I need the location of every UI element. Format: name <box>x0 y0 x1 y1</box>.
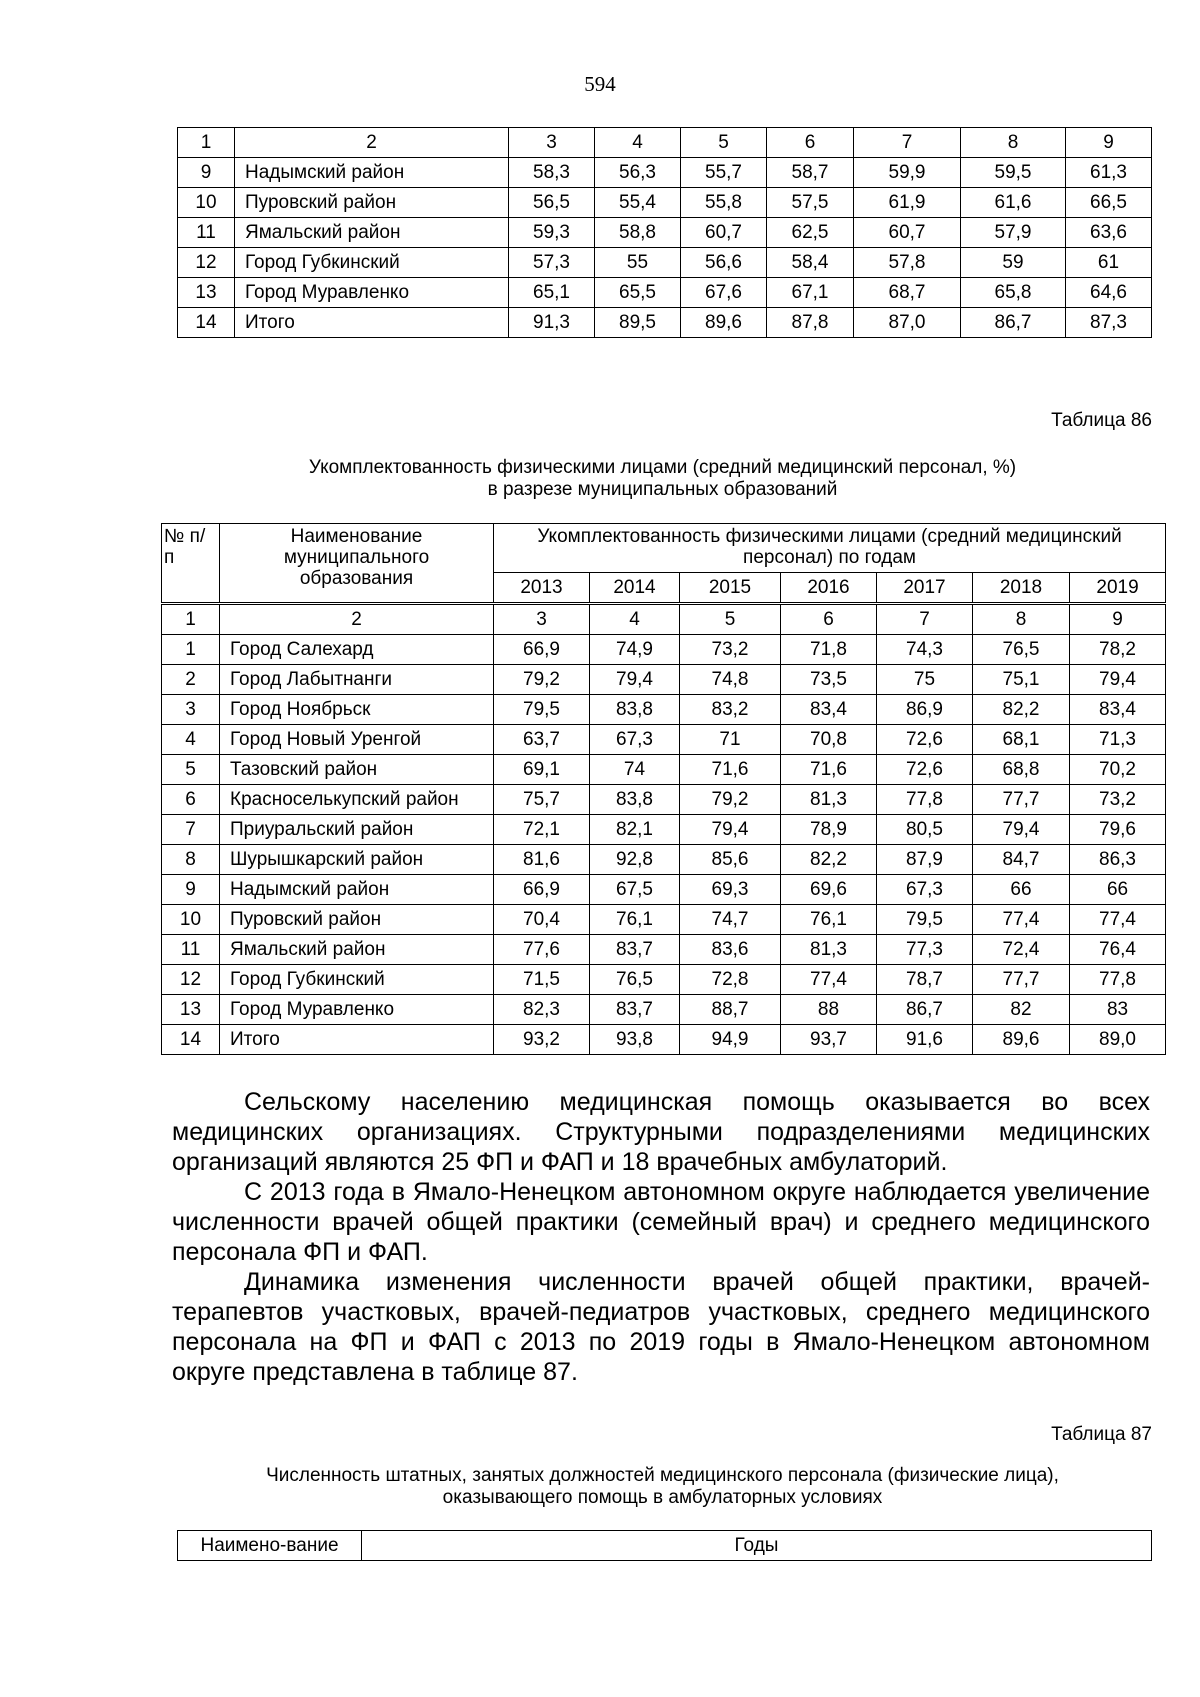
column-number: 6 <box>767 128 854 158</box>
value-cell: 88 <box>781 995 877 1025</box>
value-cell: 79,6 <box>1070 815 1166 845</box>
table-row <box>162 755 1166 785</box>
value-cell: 75 <box>877 665 973 695</box>
row-number: 10 <box>162 905 220 935</box>
value-cell: 92,8 <box>590 845 680 875</box>
value-cell: 76,5 <box>973 635 1070 665</box>
municipality-name: Шурышкарский район <box>220 845 494 875</box>
table-row <box>162 695 1166 725</box>
value-cell: 66,9 <box>494 875 590 905</box>
value-cell: 93,2 <box>494 1025 590 1055</box>
municipality-name: Надымский район <box>235 158 509 188</box>
page-number: 594 <box>584 72 616 96</box>
value-cell: 86,3 <box>1070 845 1166 875</box>
value-cell: 66,5 <box>1066 188 1152 218</box>
column-number: 4 <box>590 604 680 635</box>
row-number: 2 <box>162 665 220 695</box>
value-cell: 71 <box>680 725 781 755</box>
value-cell: 82,2 <box>973 695 1070 725</box>
table-row <box>162 965 1166 995</box>
value-cell: 61,6 <box>961 188 1066 218</box>
row-number: 13 <box>178 278 235 308</box>
value-cell: 67,1 <box>767 278 854 308</box>
municipality-name: Город Лабытнанги <box>220 665 494 695</box>
value-cell: 79,4 <box>973 815 1070 845</box>
value-cell: 93,8 <box>590 1025 680 1055</box>
table-row <box>162 905 1166 935</box>
value-cell: 68,7 <box>854 278 961 308</box>
municipality-name: Итого <box>220 1025 494 1055</box>
table-row <box>162 1025 1166 1055</box>
column-header-name: Наименование муниципального образования <box>220 524 494 604</box>
value-cell: 76,5 <box>590 965 680 995</box>
column-number: 2 <box>220 604 494 635</box>
value-cell: 59,3 <box>509 218 595 248</box>
column-number: 3 <box>494 604 590 635</box>
value-cell: 69,6 <box>781 875 877 905</box>
value-cell: 77,4 <box>1070 905 1166 935</box>
municipality-name: Надымский район <box>220 875 494 905</box>
municipality-name: Город Ноябрьск <box>220 695 494 725</box>
value-cell: 79,2 <box>494 665 590 695</box>
column-numbering-row <box>162 604 1166 635</box>
municipality-name: Город Губкинский <box>220 965 494 995</box>
table-row <box>162 785 1166 815</box>
table-row <box>162 935 1166 965</box>
table-row <box>178 218 1152 248</box>
column-header-years: Годы <box>362 1531 1152 1561</box>
value-cell: 71,6 <box>680 755 781 785</box>
value-cell: 74,7 <box>680 905 781 935</box>
value-cell: 61 <box>1066 248 1152 278</box>
value-cell: 58,4 <box>767 248 854 278</box>
table-87 <box>177 1530 1152 1561</box>
table-86-caption-line-2: в разрезе муниципальных образований <box>487 479 838 500</box>
value-cell: 70,4 <box>494 905 590 935</box>
value-cell: 83,8 <box>590 785 680 815</box>
value-cell: 77,6 <box>494 935 590 965</box>
column-number: 4 <box>595 128 681 158</box>
column-number: 5 <box>680 604 781 635</box>
value-cell: 57,3 <box>509 248 595 278</box>
column-number: 3 <box>509 128 595 158</box>
column-number: 1 <box>162 604 220 635</box>
value-cell: 77,4 <box>781 965 877 995</box>
row-number: 3 <box>162 695 220 725</box>
value-cell: 67,3 <box>877 875 973 905</box>
value-cell: 85,6 <box>680 845 781 875</box>
value-cell: 59 <box>961 248 1066 278</box>
value-cell: 82,3 <box>494 995 590 1025</box>
body-text <box>172 1087 1150 1387</box>
table-row <box>178 188 1152 218</box>
row-number: 1 <box>162 635 220 665</box>
value-cell: 74,9 <box>590 635 680 665</box>
value-cell: 70,2 <box>1070 755 1166 785</box>
value-cell: 89,6 <box>681 308 767 338</box>
year-header: 2014 <box>590 573 680 604</box>
value-cell: 86,7 <box>877 995 973 1025</box>
value-cell: 82,1 <box>590 815 680 845</box>
value-cell: 73,2 <box>680 635 781 665</box>
paragraph-3: Динамика изменения численности врачей общей практики, врачей-терапевтов участковых, врачей-педиатров участковых, среднего медицинского персонала на ФП и ФАП с 2013 по 2019 годы в Ямало-Ненецком автономном округе представлена в таблице 87. <box>172 1268 1150 1386</box>
value-cell: 86,7 <box>961 308 1066 338</box>
value-cell: 79,5 <box>877 905 973 935</box>
column-number: 5 <box>681 128 767 158</box>
table-87-caption-line-1: Численность штатных, занятых должностей медицинского персонала (физические лица), <box>266 1465 1059 1486</box>
value-cell: 66,9 <box>494 635 590 665</box>
value-cell: 80,5 <box>877 815 973 845</box>
value-cell: 76,1 <box>781 905 877 935</box>
value-cell: 57,8 <box>854 248 961 278</box>
value-cell: 58,3 <box>509 158 595 188</box>
value-cell: 79,4 <box>680 815 781 845</box>
value-cell: 61,3 <box>1066 158 1152 188</box>
table-row <box>178 278 1152 308</box>
value-cell: 77,3 <box>877 935 973 965</box>
table-86-caption <box>0 457 1200 501</box>
value-cell: 72,1 <box>494 815 590 845</box>
table-87-label: Таблица 87 <box>1051 1424 1152 1445</box>
value-cell: 94,9 <box>680 1025 781 1055</box>
value-cell: 63,6 <box>1066 218 1152 248</box>
value-cell: 65,8 <box>961 278 1066 308</box>
table-86-caption-line-1: Укомплектованность физическими лицами (средний медицинский персонал, %) <box>308 457 1017 478</box>
value-cell: 91,3 <box>509 308 595 338</box>
value-cell: 87,3 <box>1066 308 1152 338</box>
row-number: 13 <box>162 995 220 1025</box>
table-85-continuation <box>177 127 1152 338</box>
column-number: 8 <box>973 604 1070 635</box>
value-cell: 66 <box>973 875 1070 905</box>
table-row <box>162 635 1166 665</box>
value-cell: 75,7 <box>494 785 590 815</box>
value-cell: 79,5 <box>494 695 590 725</box>
value-cell: 77,8 <box>1070 965 1166 995</box>
value-cell: 75,1 <box>973 665 1070 695</box>
value-cell: 77,7 <box>973 965 1070 995</box>
value-cell: 76,4 <box>1070 935 1166 965</box>
table-86 <box>161 523 1166 1055</box>
value-cell: 65,5 <box>595 278 681 308</box>
value-cell: 60,7 <box>854 218 961 248</box>
value-cell: 72,4 <box>973 935 1070 965</box>
value-cell: 83,2 <box>680 695 781 725</box>
municipality-name: Ямальский район <box>235 218 509 248</box>
table-row <box>162 665 1166 695</box>
value-cell: 59,9 <box>854 158 961 188</box>
value-cell: 83 <box>1070 995 1166 1025</box>
value-cell: 55,8 <box>681 188 767 218</box>
value-cell: 89,5 <box>595 308 681 338</box>
value-cell: 77,7 <box>973 785 1070 815</box>
value-cell: 79,4 <box>590 665 680 695</box>
row-number: 5 <box>162 755 220 785</box>
value-cell: 69,1 <box>494 755 590 785</box>
value-cell: 71,3 <box>1070 725 1166 755</box>
value-cell: 67,3 <box>590 725 680 755</box>
table-row <box>178 308 1152 338</box>
value-cell: 55,7 <box>681 158 767 188</box>
table-87-caption-line-2: оказывающего помощь в амбулаторных условиях <box>442 1487 883 1508</box>
municipality-name: Итого <box>235 308 509 338</box>
column-number: 7 <box>877 604 973 635</box>
value-cell: 83,4 <box>781 695 877 725</box>
row-number: 11 <box>178 218 235 248</box>
table-86-label: Таблица 86 <box>1051 410 1152 431</box>
value-cell: 81,3 <box>781 935 877 965</box>
value-cell: 83,4 <box>1070 695 1166 725</box>
value-cell: 71,6 <box>781 755 877 785</box>
value-cell: 78,9 <box>781 815 877 845</box>
value-cell: 61,9 <box>854 188 961 218</box>
value-cell: 83,8 <box>590 695 680 725</box>
value-cell: 81,6 <box>494 845 590 875</box>
municipality-name: Город Муравленко <box>235 278 509 308</box>
row-number: 11 <box>162 935 220 965</box>
row-number: 6 <box>162 785 220 815</box>
column-number: 8 <box>961 128 1066 158</box>
value-cell: 71,8 <box>781 635 877 665</box>
value-cell: 74,3 <box>877 635 973 665</box>
value-cell: 72,6 <box>877 755 973 785</box>
value-cell: 67,6 <box>681 278 767 308</box>
value-cell: 93,7 <box>781 1025 877 1055</box>
municipality-name: Город Салехард <box>220 635 494 665</box>
value-cell: 87,8 <box>767 308 854 338</box>
value-cell: 58,7 <box>767 158 854 188</box>
table-row <box>162 875 1166 905</box>
row-number: 10 <box>178 188 235 218</box>
value-cell: 89,6 <box>973 1025 1070 1055</box>
table-87-caption <box>0 1465 1200 1509</box>
value-cell: 83,7 <box>590 935 680 965</box>
row-number: 7 <box>162 815 220 845</box>
value-cell: 64,6 <box>1066 278 1152 308</box>
value-cell: 77,8 <box>877 785 973 815</box>
municipality-name: Город Муравленко <box>220 995 494 1025</box>
value-cell: 55 <box>595 248 681 278</box>
value-cell: 71,5 <box>494 965 590 995</box>
value-cell: 59,5 <box>961 158 1066 188</box>
column-number: 9 <box>1070 604 1166 635</box>
column-number: 6 <box>781 604 877 635</box>
value-cell: 77,4 <box>973 905 1070 935</box>
value-cell: 79,4 <box>1070 665 1166 695</box>
value-cell: 62,5 <box>767 218 854 248</box>
value-cell: 72,6 <box>877 725 973 755</box>
value-cell: 63,7 <box>494 725 590 755</box>
table-row <box>178 158 1152 188</box>
value-cell: 76,1 <box>590 905 680 935</box>
value-cell: 65,1 <box>509 278 595 308</box>
value-cell: 78,7 <box>877 965 973 995</box>
paragraph-1: Сельскому населению медицинская помощь оказывается во всех медицинских организациях. Структурными подразделениями медицинских организаций являются 25 ФП и ФАП и 18 врачебных амбулаторий. <box>172 1088 1150 1176</box>
table-row <box>162 815 1166 845</box>
value-cell: 67,5 <box>590 875 680 905</box>
value-cell: 56,3 <box>595 158 681 188</box>
column-header-name: Наимено-вание <box>178 1531 362 1561</box>
value-cell: 70,8 <box>781 725 877 755</box>
value-cell: 60,7 <box>681 218 767 248</box>
value-cell: 56,5 <box>509 188 595 218</box>
value-cell: 79,2 <box>680 785 781 815</box>
municipality-name: Красноселькупский район <box>220 785 494 815</box>
table-row <box>178 248 1152 278</box>
value-cell: 72,8 <box>680 965 781 995</box>
year-header: 2013 <box>494 573 590 604</box>
paragraph-2: С 2013 года в Ямало-Ненецком автономном округе наблюдается увеличение численности врачей общей практики (семейный врач) и среднего медицинского персонала ФП и ФАП. <box>172 1178 1150 1266</box>
municipality-name: Тазовский район <box>220 755 494 785</box>
row-number: 9 <box>162 875 220 905</box>
row-number: 14 <box>162 1025 220 1055</box>
column-header-number: № п/п <box>162 524 220 604</box>
value-cell: 82 <box>973 995 1070 1025</box>
value-cell: 84,7 <box>973 845 1070 875</box>
table-row <box>162 995 1166 1025</box>
year-header: 2018 <box>973 573 1070 604</box>
table-row <box>162 725 1166 755</box>
value-cell: 87,0 <box>854 308 961 338</box>
row-number: 8 <box>162 845 220 875</box>
value-cell: 68,1 <box>973 725 1070 755</box>
column-header-staffing-by-year: Укомплектованность физическими лицами (средний медицинский персонал) по годам <box>494 524 1166 573</box>
value-cell: 82,2 <box>781 845 877 875</box>
value-cell: 83,7 <box>590 995 680 1025</box>
row-number: 9 <box>178 158 235 188</box>
value-cell: 74 <box>590 755 680 785</box>
value-cell: 69,3 <box>680 875 781 905</box>
row-number: 12 <box>178 248 235 278</box>
year-header: 2019 <box>1070 573 1166 604</box>
value-cell: 73,2 <box>1070 785 1166 815</box>
value-cell: 57,9 <box>961 218 1066 248</box>
value-cell: 88,7 <box>680 995 781 1025</box>
value-cell: 57,5 <box>767 188 854 218</box>
year-header: 2016 <box>781 573 877 604</box>
row-number: 12 <box>162 965 220 995</box>
column-number: 2 <box>235 128 509 158</box>
value-cell: 56,6 <box>681 248 767 278</box>
value-cell: 73,5 <box>781 665 877 695</box>
value-cell: 87,9 <box>877 845 973 875</box>
value-cell: 81,3 <box>781 785 877 815</box>
column-number: 1 <box>178 128 235 158</box>
value-cell: 55,4 <box>595 188 681 218</box>
column-number: 9 <box>1066 128 1152 158</box>
value-cell: 83,6 <box>680 935 781 965</box>
municipality-name: Пуровский район <box>220 905 494 935</box>
table-row <box>162 845 1166 875</box>
year-header: 2015 <box>680 573 781 604</box>
value-cell: 86,9 <box>877 695 973 725</box>
row-number: 4 <box>162 725 220 755</box>
value-cell: 89,0 <box>1070 1025 1166 1055</box>
column-numbering-row <box>178 128 1152 158</box>
column-number: 7 <box>854 128 961 158</box>
year-header: 2017 <box>877 573 973 604</box>
value-cell: 58,8 <box>595 218 681 248</box>
value-cell: 66 <box>1070 875 1166 905</box>
value-cell: 78,2 <box>1070 635 1166 665</box>
municipality-name: Город Губкинский <box>235 248 509 278</box>
value-cell: 74,8 <box>680 665 781 695</box>
value-cell: 91,6 <box>877 1025 973 1055</box>
municipality-name: Приуральский район <box>220 815 494 845</box>
municipality-name: Пуровский район <box>235 188 509 218</box>
municipality-name: Город Новый Уренгой <box>220 725 494 755</box>
row-number: 14 <box>178 308 235 338</box>
municipality-name: Ямальский район <box>220 935 494 965</box>
value-cell: 68,8 <box>973 755 1070 785</box>
